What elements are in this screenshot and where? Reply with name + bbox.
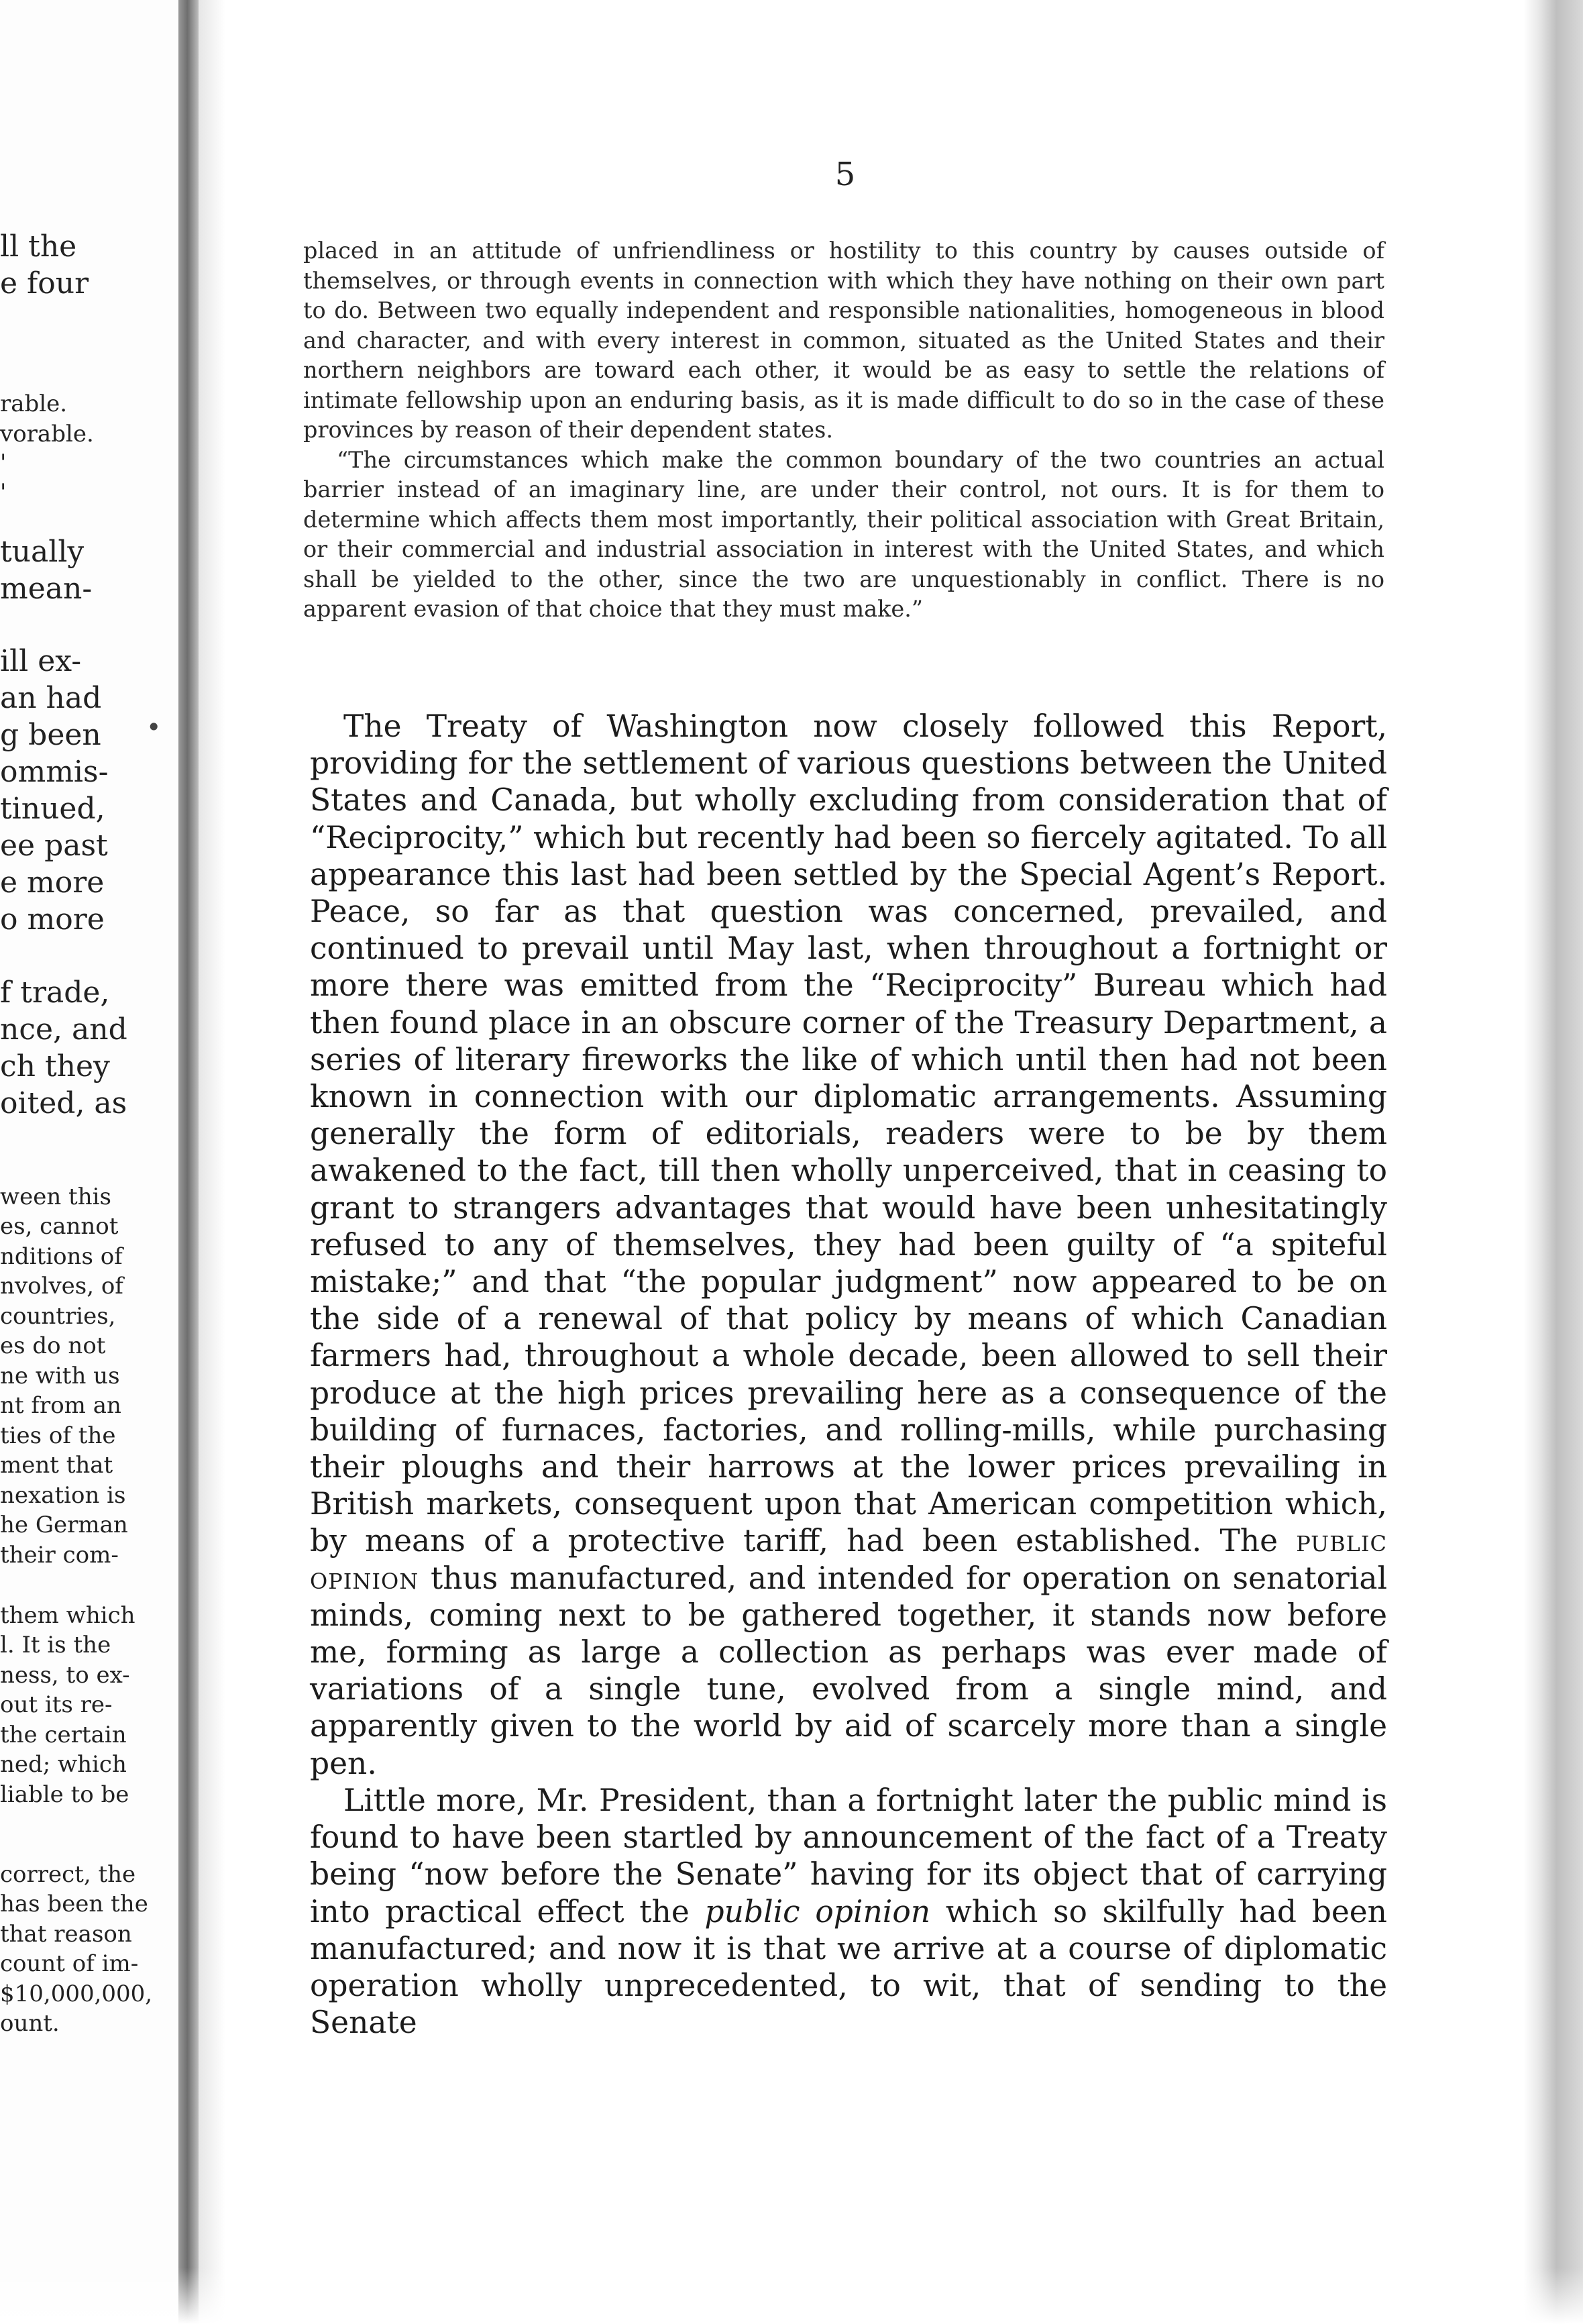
left-fragment-line: ch they xyxy=(0,1049,110,1084)
left-fragment-line: mean- xyxy=(0,572,93,606)
left-fragment-line: nvolves, of xyxy=(0,1273,123,1300)
left-fragment-line: $10,000,000, xyxy=(0,1980,153,2007)
left-fragment-line: ill ex- xyxy=(0,644,82,678)
quote-paragraph: placed in an attitude of unfriendliness or hostility to this country by causes outside of themselves, or through events in connection with which they have nothing on their own part to do. Between two equally independent and responsible nationalities, homogeneous in blood and character, and with every interest in common, situated as the United States and their northern neighbors are toward each other, it would be as easy to settle the relations of intimate fellowship upon an enduring basis, as it is made difficult to do so in the case of these provinces by reason of their dependent states. xyxy=(303,237,1384,443)
left-fragment-line: es do not xyxy=(0,1332,106,1359)
gutter-shadow xyxy=(199,0,225,2324)
left-fragment-line: oited, as xyxy=(0,1086,127,1120)
left-fragment-line: ' xyxy=(0,450,7,476)
left-fragment-line: ties of the xyxy=(0,1422,116,1449)
left-fragment-line: ount. xyxy=(0,2010,60,2037)
left-fragment-line: countries, xyxy=(0,1303,116,1330)
left-fragment-line: the certain xyxy=(0,1722,127,1748)
left-fragment-line: correct, the xyxy=(0,1861,136,1888)
left-fragment-line: e more xyxy=(0,865,105,900)
body-smallcaps-run: public opinion xyxy=(310,1523,1388,1596)
left-fragment-line: ' xyxy=(0,479,7,506)
left-fragment-line: ee past xyxy=(0,829,108,863)
left-fragment-line: that reason xyxy=(0,1921,132,1948)
left-fragment-line: an had xyxy=(0,681,102,715)
left-fragment-line: he German xyxy=(0,1512,128,1538)
left-fragment-line: nce, and xyxy=(0,1012,127,1047)
left-fragment-line: vorable. xyxy=(0,421,94,447)
page-edge xyxy=(1524,0,1583,2324)
book-gutter xyxy=(178,0,199,2324)
body-paragraph xyxy=(310,708,1387,1782)
left-fragment-line: out its re- xyxy=(0,1691,113,1718)
left-fragment-line: count of im- xyxy=(0,1950,139,1977)
left-fragment-line: f trade, xyxy=(0,975,110,1010)
left-fragment-line: e four xyxy=(0,266,89,301)
left-fragment-line: ne with us xyxy=(0,1363,120,1389)
quote-paragraph: “The circumstances which make the common boundary of the two countries an actual barrier instead of an imaginary line, are under their control, not ours. It is for them to determine which affects them most importantly, their political association with Great Britain, or their commercial and industrial association in interest with the United States, and which shall be yielded to the other, since the two are unquestionably in conflict. There is no apparent evasion of that choice that they must make.” xyxy=(303,446,1384,622)
left-fragment-line: nexation is xyxy=(0,1482,126,1509)
left-fragment-line: ness, to ex- xyxy=(0,1662,130,1689)
margin-mark: • xyxy=(146,712,162,742)
block-quote xyxy=(303,236,1384,625)
left-fragment-line: l. It is the xyxy=(0,1632,111,1658)
body-paragraph xyxy=(310,1782,1387,2041)
left-fragment-line: g been xyxy=(0,718,101,752)
left-fragment-line: liable to be xyxy=(0,1781,129,1808)
left-fragment-line: ment that xyxy=(0,1452,113,1479)
left-fragment-line: ll the xyxy=(0,229,77,264)
body-text-run: thus manufactured, and intended for operation on senatorial minds, coming next to be gathered together, it stands now before me, forming as large a collection as perhaps was ever made of variations of a single tune, evolved from a single mind, and apparently given to the world by aid of scarcely more than a single pen. xyxy=(310,1560,1387,1781)
left-fragment-line: ned; which xyxy=(0,1751,127,1778)
page-bottom-edge xyxy=(0,2268,1583,2324)
left-fragment-line: their com- xyxy=(0,1542,119,1569)
left-fragment-line: them which xyxy=(0,1602,135,1629)
left-fragment-line: tinued, xyxy=(0,792,105,826)
left-fragment-line: es, cannot xyxy=(0,1213,119,1240)
body-text-run: Little more, Mr. President, than a fortnight later the public mind is found to have been startled by announcement of the fact of a Treaty being “now before the Senate” having for its object that of carrying into practical effect the xyxy=(310,1782,1387,1930)
left-fragment-line: tually xyxy=(0,535,85,569)
left-page-fragment xyxy=(0,0,180,2324)
body-text-run: The Treaty of Washington now closely followed this Report, providing for the settlement of various questions between the United States and Canada, but wholly excluding from consideration that of “Reciprocity,” which but recently had been so fiercely agitated. To all appearance this last had been settled by the Special Agent’s Report. Peace, so far as that question was concerned, prevailed, and continued to prevail until May last, when throughout a fortnight or more there was emitted from the “Reciprocity” Bureau which had then found place in an obscure corner of the Treasury Department, a series of literary fireworks the like of which until then had not been known in connection with our diplomatic arrangements. Assuming generally the form of editorials, readers were to be by them awakened to the fact, till then wholly unperceived, that in ceasing to grant to strangers advantages that would have been unhesitatingly refused to any of themselves, they had been guilty of “a spiteful mistake;” and that “the popular judgment” now appeared to be on the side of a renewal of that policy by means of which Canadian farmers had, throughout a whole decade, been allowed to sell their produce at the high prices prevailing here as a consequence of the building of furnaces, factories, and rolling-mills, while purchasing their ploughs and their harrows at the lower prices prevailing in British markets, consequent upon that American competition which, by means of a protective tariff, had been established. The xyxy=(310,708,1387,1559)
left-fragment-line: nditions of xyxy=(0,1243,123,1270)
left-fragment-line: rable. xyxy=(0,390,68,417)
left-fragment-line: nt from an xyxy=(0,1392,121,1419)
left-fragment-line: has been the xyxy=(0,1891,148,1917)
body-italic-run: public opinion xyxy=(704,1893,931,1930)
left-fragment-line: ommis- xyxy=(0,755,109,789)
left-fragment-line: o more xyxy=(0,902,105,937)
page-number: 5 xyxy=(834,156,856,193)
body-text-run: which so skilfully had been manufactured; and now it is that we arrive at a course of diplomatic operation wholly unprecedented, to wit, that of sending to the Senate xyxy=(310,1893,1387,2041)
left-fragment-line: ween this xyxy=(0,1183,111,1210)
body-text xyxy=(310,708,1387,2041)
